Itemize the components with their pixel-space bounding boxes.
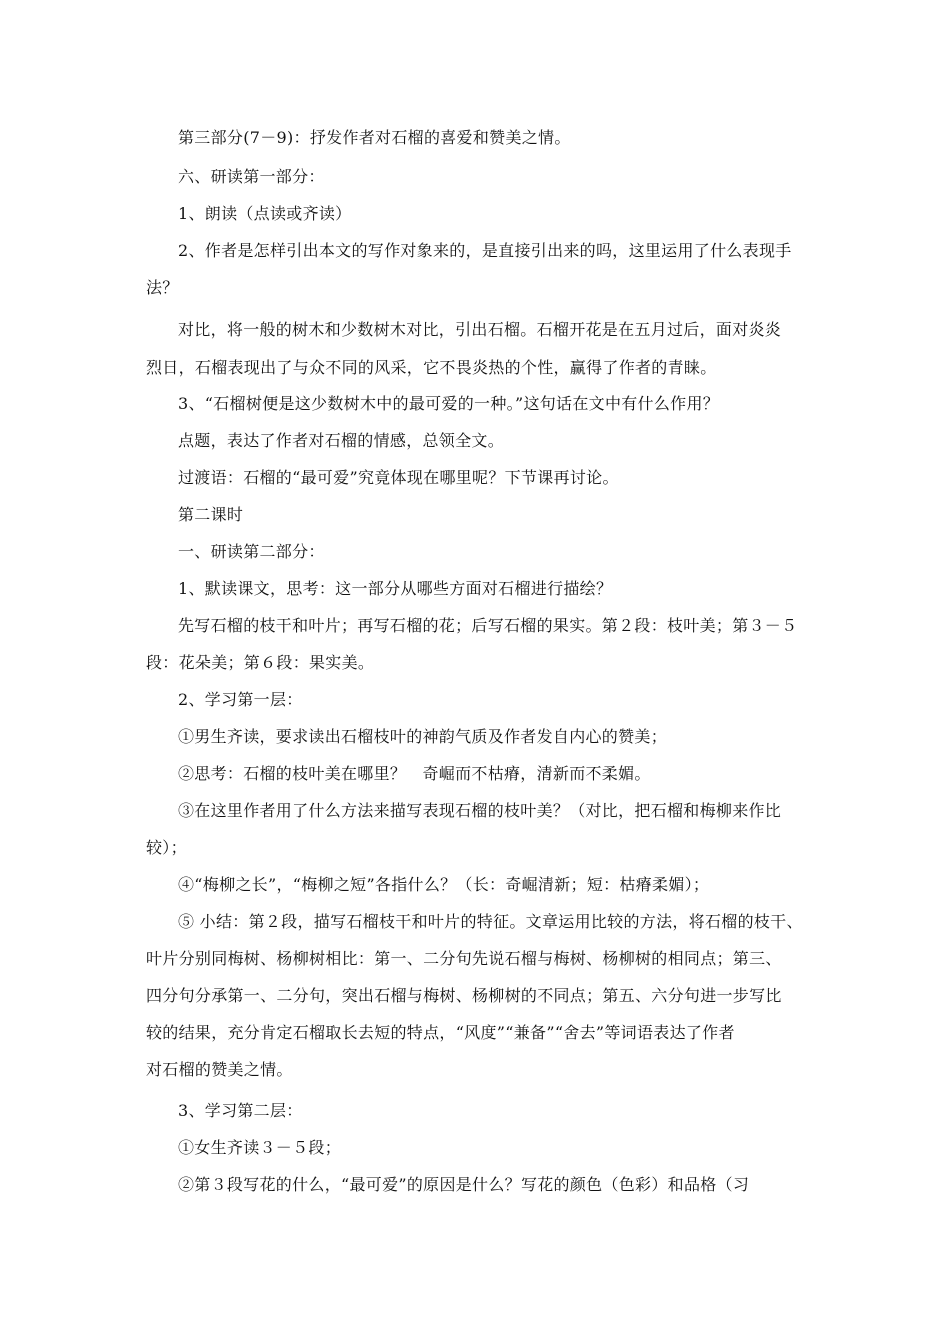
answer-line: 点题，表达了作者对石榴的情感，总领全文。 — [178, 431, 505, 450]
summary-line: 对石榴的赞美之情。 — [146, 1060, 293, 1079]
question-line: 3、“石榴树便是这少数树木中的最可爱的一种。”这句话在文中有什么作用？ — [178, 394, 720, 413]
list-item: ①女生齐读３－５段； — [178, 1138, 342, 1157]
summary-line: 较的结果，充分肯定石榴取长去短的特点，“风度”“兼备”“舍去”等词语表达了作者 — [146, 1023, 735, 1042]
summary-line: ⑤ 小结：第２段，描写石榴枝干和叶片的特征。文章运用比较的方法，将石榴的枝干、 — [178, 912, 803, 931]
section-heading: 六、研读第一部分： — [178, 167, 325, 186]
list-item: 较）； — [146, 838, 187, 857]
lesson-heading: 第二课时 — [178, 505, 244, 524]
summary-line: 叶片分别同梅树、杨柳树相比：第一、二分句先说石榴与梅树、杨柳树的相同点；第三、 — [146, 949, 782, 968]
text-line: 1、朗读（点读或齐读） — [178, 204, 352, 223]
transition-line: 过渡语：石榴的“最可爱”究竟体现在哪里呢？下节课再讨论。 — [178, 468, 619, 487]
text-line: 法？ — [146, 278, 179, 297]
list-item: ④“梅柳之长”，“梅柳之短”各指什么？（长：奇崛清新；短：枯瘠柔媚）； — [178, 875, 710, 894]
subsection-heading: 3、学习第二层： — [178, 1101, 303, 1120]
question-line: 2、作者是怎样引出本文的写作对象来的，是直接引出来的吗，这里运用了什么表现手 — [178, 241, 792, 260]
list-item: ①男生齐读，要求读出石榴枝叶的神韵气质及作者发自内心的赞美； — [178, 727, 668, 746]
list-item: ②第３段写花的什么，“最可爱”的原因是什么？写花的颜色（色彩）和品格（习 — [178, 1175, 750, 1194]
list-item: ③在这里作者用了什么方法来描写表现石榴的枝叶美？（对比，把石榴和梅柳来作比 — [178, 801, 782, 820]
answer-line: 段：花朵美；第６段：果实美。 — [146, 653, 375, 672]
answer-line: 先写石榴的枝干和叶片；再写石榴的花；后写石榴的果实。第２段：枝叶美；第３－５ — [178, 616, 798, 635]
list-item: ②思考：石榴的枝叶美在哪里？ 奇崛而不枯瘠，清新而不柔媚。 — [178, 764, 651, 783]
question-line: 1、默读课文，思考：这一部分从哪些方面对石榴进行描绘？ — [178, 579, 613, 598]
answer-line: 烈日，石榴表现出了与众不同的风采，它不畏炎热的个性，赢得了作者的青睐。 — [146, 358, 717, 377]
answer-line: 对比，将一般的树木和少数树木对比，引出石榴。石榴开花是在五月过后，面对炎炎 — [178, 320, 782, 339]
section-heading: 一、研读第二部分： — [178, 542, 325, 561]
summary-line: 四分句分承第一、二分句，突出石榴与梅树、杨柳树的不同点；第五、六分句进一步写比 — [146, 986, 782, 1005]
subsection-heading: 2、学习第一层： — [178, 690, 303, 709]
text-line: 第三部分(7－9)：抒发作者对石榴的喜爱和赞美之情。 — [178, 128, 571, 147]
